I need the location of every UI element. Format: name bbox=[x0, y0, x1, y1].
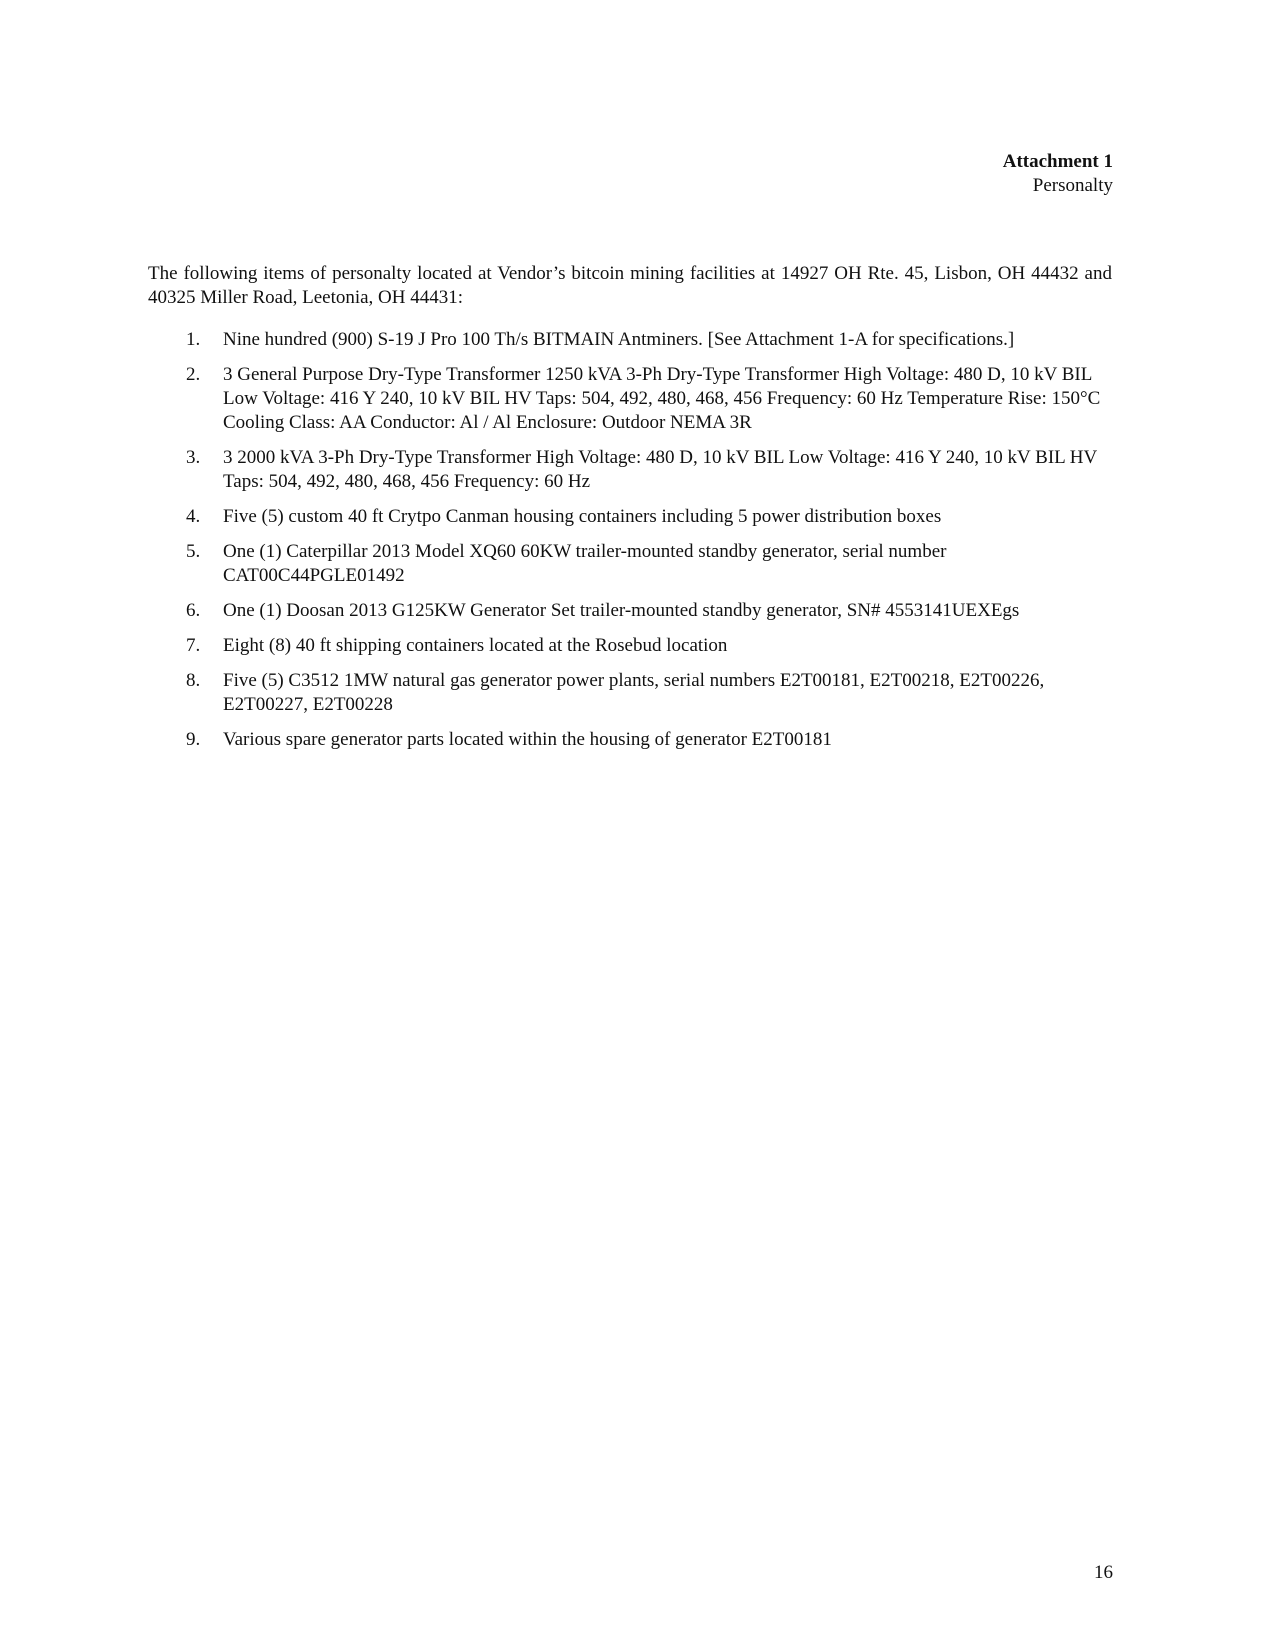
attachment-subtitle: Personalty bbox=[1032, 175, 1113, 196]
list-item-number: 1. bbox=[186, 329, 201, 350]
list-item-text: Nine hundred (900) S-19 J Pro 100 Th/s BITMAIN Antminers. [See Attachment 1-A for specifications.] bbox=[223, 329, 1015, 350]
list-item-number: 7. bbox=[186, 635, 201, 656]
list-item-text: Five (5) custom 40 ft Crytpo Canman housing containers including 5 power distribution boxes bbox=[223, 506, 942, 527]
list-item-text: One (1) Doosan 2013 G125KW Generator Set trailer-mounted standby generator, SN# 4553141UEXEgs bbox=[223, 600, 1020, 621]
list-item-text: Various spare generator parts located within the housing of generator E2T00181 bbox=[223, 729, 832, 750]
attachment-header bbox=[1003, 150, 1113, 198]
list-item-number: 3. bbox=[186, 447, 201, 468]
list-item-number: 8. bbox=[186, 670, 201, 691]
list-item-number: 9. bbox=[186, 729, 201, 750]
list-item-number: 6. bbox=[186, 600, 201, 621]
intro-paragraph: The following items of personalty located at Vendor’s bitcoin mining facilities at 14927 OH Rte. 45, Lisbon, OH 44432 and 40325 Miller Road, Leetonia, OH 44431: bbox=[148, 263, 1112, 308]
list-item-text: Eight (8) 40 ft shipping containers located at the Rosebud location bbox=[223, 635, 728, 656]
list-item bbox=[148, 669, 1112, 717]
list-item bbox=[148, 634, 1112, 658]
list-item-text: 3 2000 kVA 3-Ph Dry-Type Transformer High Voltage: 480 D, 10 kV BIL Low Voltage: 416 Y 240, 10 kV BIL HV Taps: 504, 492, 480, 468, 456 Frequency: 60 Hz bbox=[223, 447, 1097, 492]
page-number: 16 bbox=[1094, 1562, 1113, 1583]
list-item-number: 5. bbox=[186, 541, 201, 562]
personalty-list bbox=[148, 328, 1112, 763]
list-item-text: One (1) Caterpillar 2013 Model XQ60 60KW trailer-mounted standby generator, serial number CAT00C44PGLE01492 bbox=[223, 541, 947, 586]
list-item bbox=[148, 363, 1112, 435]
list-item bbox=[148, 328, 1112, 352]
attachment-title: Attachment 1 bbox=[1002, 151, 1113, 172]
list-item-text: Five (5) C3512 1MW natural gas generator power plants, serial numbers E2T00181, E2T00218, E2T00226, E2T00227, E2T00228 bbox=[223, 670, 1045, 715]
list-item bbox=[148, 599, 1112, 623]
list-item-number: 2. bbox=[186, 364, 201, 385]
list-item bbox=[148, 446, 1112, 494]
list-item bbox=[148, 728, 1112, 752]
list-item bbox=[148, 505, 1112, 529]
list-item-number: 4. bbox=[186, 506, 201, 527]
list-item-text: 3 General Purpose Dry-Type Transformer 1250 kVA 3-Ph Dry-Type Transformer High Voltage: 480 D, 10 kV BIL Low Voltage: 416 Y 240, 10 kV BIL HV Taps: 504, 492, 480, 468, 456 Frequency: 60 Hz Temperature Rise: 150°C Cooling Class: AA Conductor: Al / Al Enclosure: Outdoor NEMA 3R bbox=[223, 364, 1101, 433]
list-item bbox=[148, 540, 1112, 588]
